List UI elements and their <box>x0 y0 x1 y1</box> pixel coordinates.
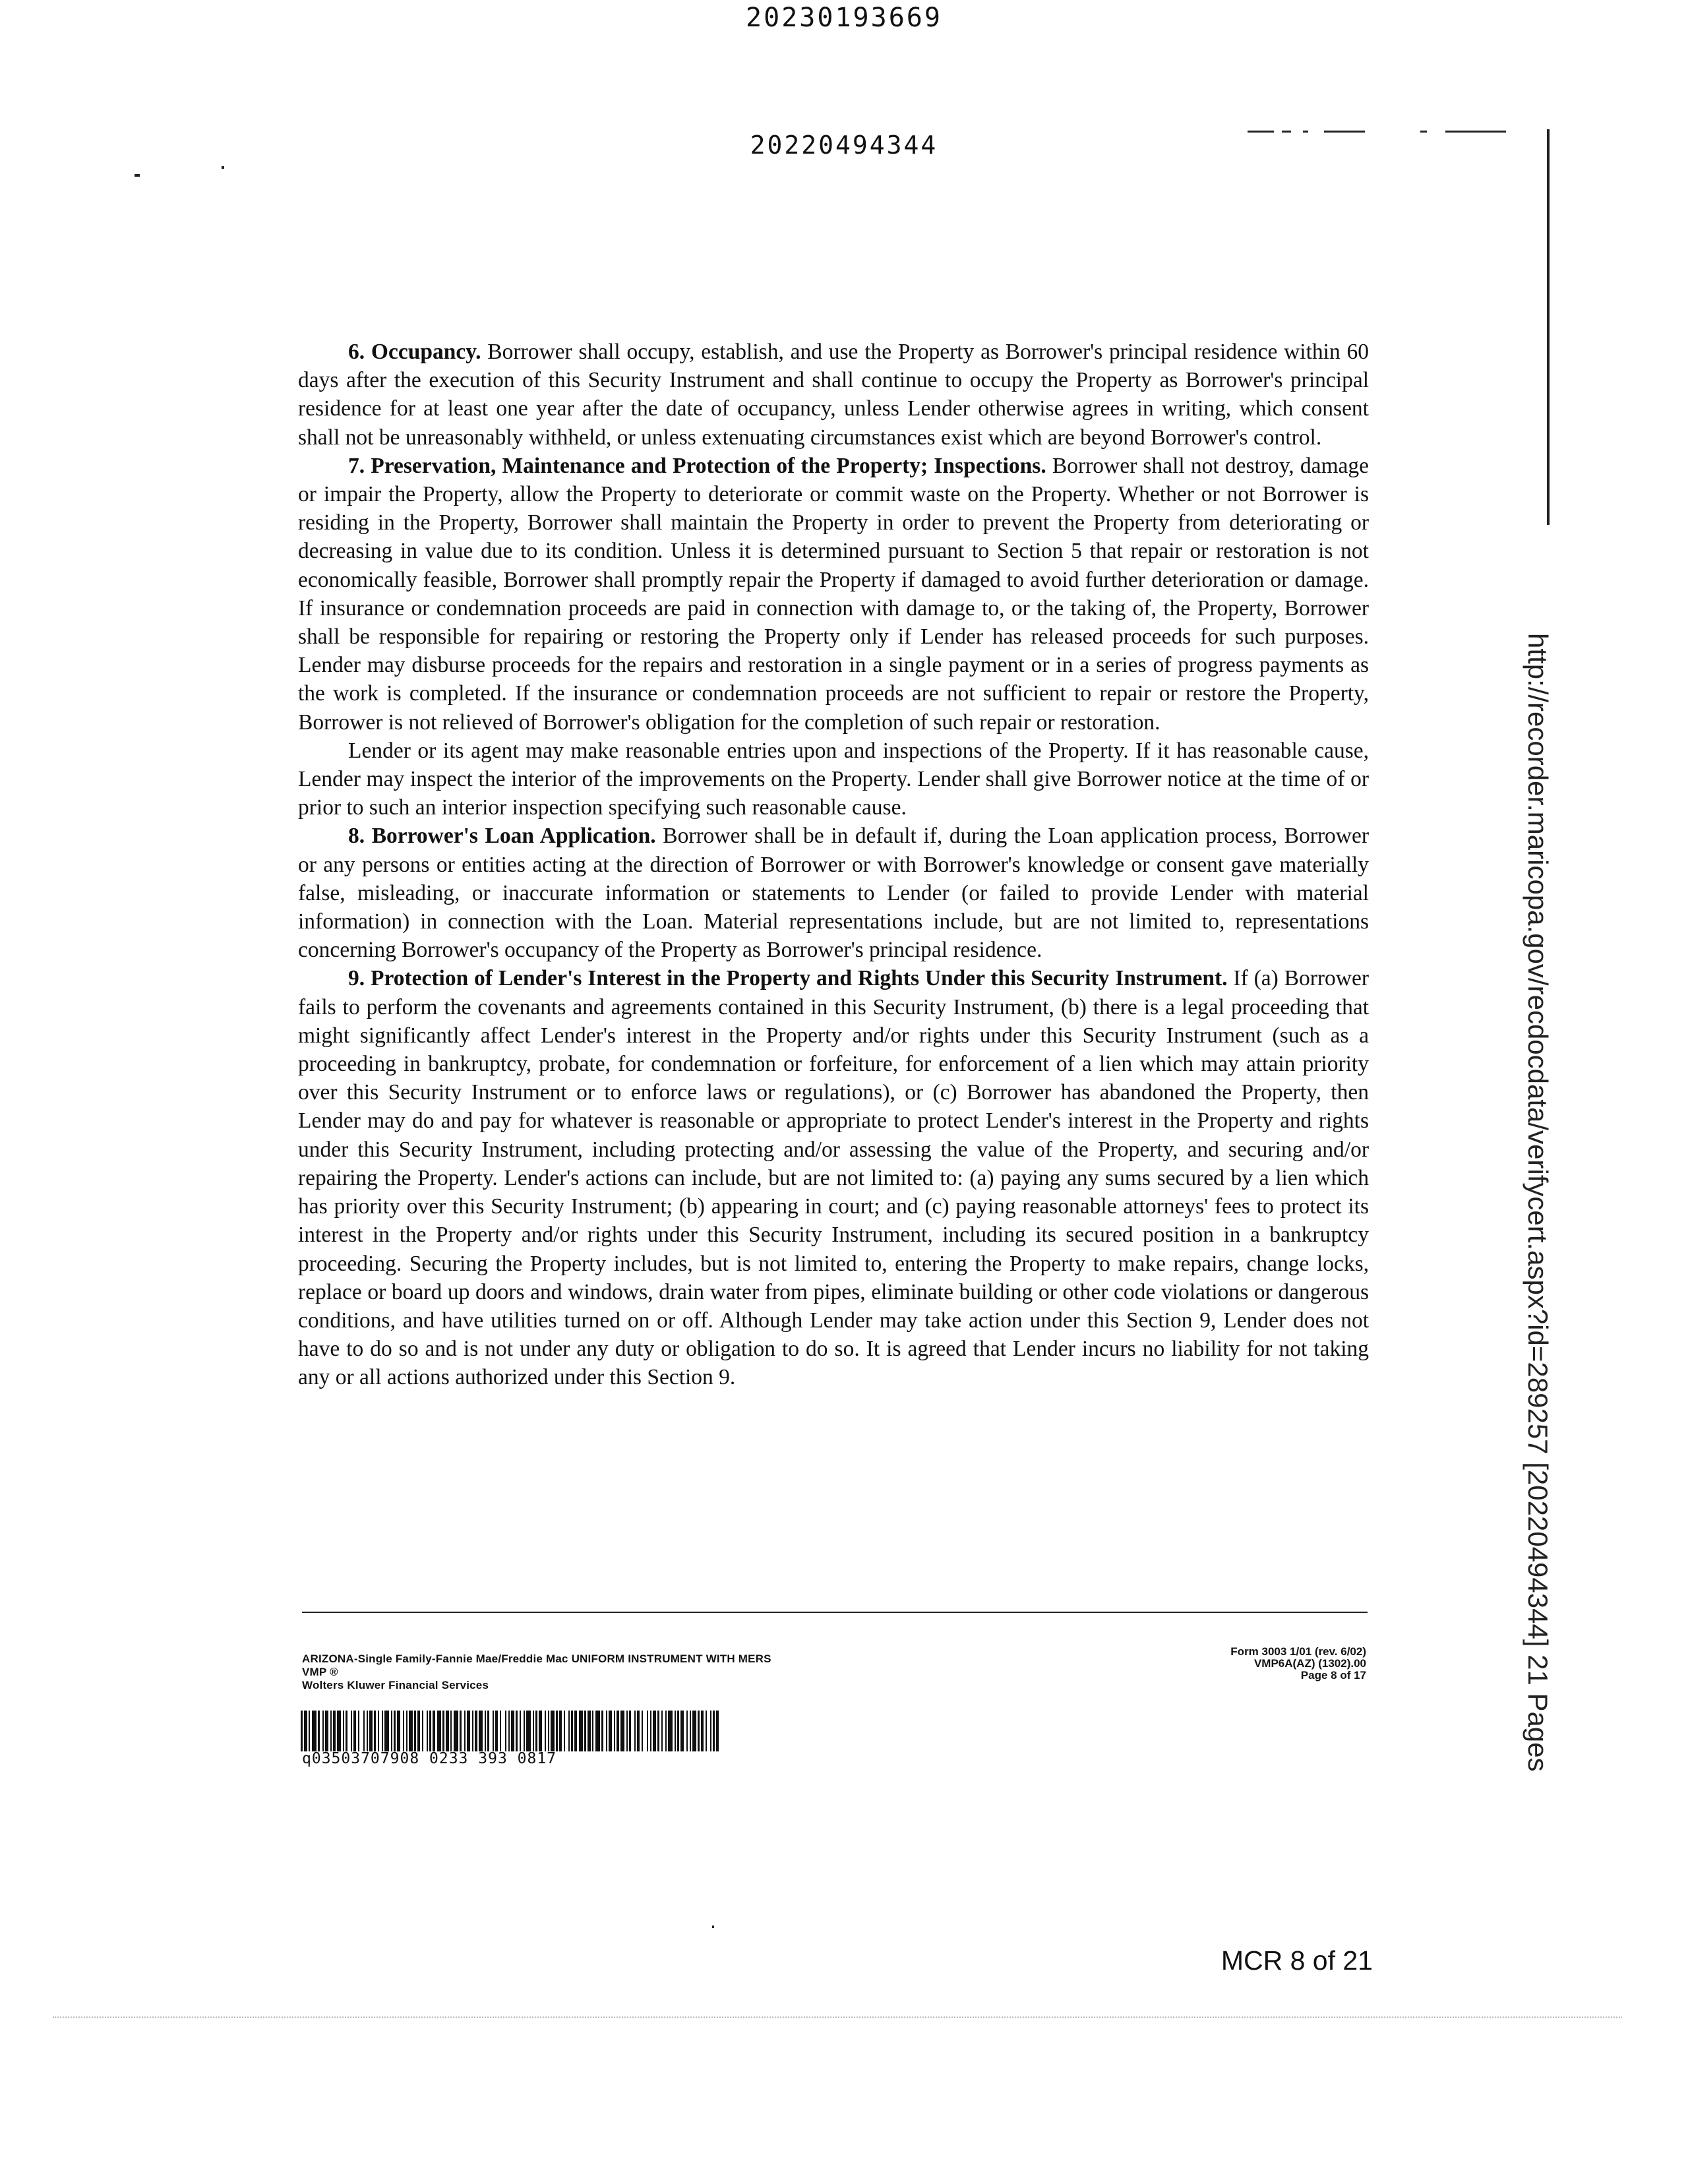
scan-mark <box>1445 131 1506 133</box>
barcode-bar <box>571 1711 573 1751</box>
barcode-bar <box>592 1711 593 1751</box>
barcode-bar <box>701 1711 704 1751</box>
barcode-bar <box>384 1711 389 1751</box>
barcode-bar <box>680 1711 684 1751</box>
barcode-bar <box>556 1711 558 1751</box>
barcode-bar <box>442 1711 444 1751</box>
barcode-bar <box>417 1711 420 1751</box>
barcode-bar <box>511 1711 514 1751</box>
barcode-bar <box>330 1711 332 1751</box>
barcode-bar <box>433 1711 435 1751</box>
barcode-bar <box>427 1711 428 1751</box>
page-counter: MCR 8 of 21 <box>1221 1945 1373 1976</box>
barcode-bar <box>706 1711 707 1751</box>
barcode-bar <box>665 1711 667 1751</box>
barcode-bar <box>601 1711 603 1751</box>
section-text: If (a) Borrower fails to perform the covenants and agreements contained in this Security Instrument, (b) there is a legal proceeding that might significantly affect Lender's interest in the Property and/or rights under this Security Instrument (such as a proceeding in bankruptcy, probate, for condemnation or forfeiture, for enforcement of a lien which may attain priority over this Security Instrument or to enforce laws or regulations), or (c) Borrower has abandoned the Property, then Lender may do and pay for whatever is reasonable or appropriate to protect Lender's interest in the Property and rights under this Security Instrument, including protecting and/or assessing the value of the Property, and securing and/or repairing the Property. Lender's actions can include, but are not limited to: (a) paying any sums secured by a lien which has priority over this Security Instrument; (b) appearing in court; and (c) paying reasonable attorneys' fees to protect its interest in the Property and/or rights under this Security Instrument, including its secured position in a bankruptcy proceeding. Securing the Property includes, but is not limited to, entering the Property to make repairs, change locks, replace or board up doors and windows, drain water from pipes, eliminate building or other code violations or dangerous conditions, and have utilities turned on or off. Although Lender may take action under this Section 9, Lender does not have to do so and is not under any duty or obligation to do so. It is agreed that Lender incurs no liability for not taking any or all actions authorized under this Section 9. <box>298 966 1370 1390</box>
barcode-number: q03503707908 0233 393 0817 <box>302 1750 557 1767</box>
section-heading: 9. Protection of Lender's Interest in the Property and Rights Under this Security Instrument. <box>348 966 1228 991</box>
recording-number-top: 20230193669 <box>746 3 942 33</box>
barcode-bar <box>620 1711 624 1751</box>
section-text: Borrower shall occupy, establish, and use the Property as Borrower's principal residence within 60 days after the execution of this Security Instrument and shall continue to occupy the Property as Borrower's principal residence for at least one year after the date of occupancy, unless Lender otherwise agrees in writing, which consent shall not be unreasonably withheld, or unless extenuating circumstances exist which are beyond Borrower's control. <box>298 340 1369 450</box>
barcode-bar <box>312 1711 316 1751</box>
barcode-bar <box>653 1711 656 1751</box>
scan-mark <box>1248 131 1274 133</box>
form-vendor-mark: VMP ® <box>302 1666 338 1678</box>
barcode-bar <box>508 1711 510 1751</box>
document-body <box>298 338 1369 1392</box>
barcode-bar <box>454 1711 458 1751</box>
barcode-bar <box>675 1711 676 1751</box>
barcode-bar <box>460 1711 462 1751</box>
barcode-bar <box>422 1711 423 1751</box>
barcode-bar <box>479 1711 483 1751</box>
barcode-bar <box>397 1711 400 1751</box>
barcode-bar <box>692 1711 696 1751</box>
barcode-bar <box>450 1711 452 1751</box>
scan-mark <box>135 174 140 177</box>
barcode-bar <box>394 1711 396 1751</box>
barcode-bar <box>322 1711 324 1751</box>
scan-mark <box>1420 131 1427 133</box>
barcode-bar <box>661 1711 663 1751</box>
form-publisher: Wolters Kluwer Financial Services <box>302 1679 489 1691</box>
barcode-bar <box>617 1711 619 1751</box>
barcode-bar <box>637 1711 640 1751</box>
barcode-bar <box>579 1711 583 1751</box>
barcode-bar <box>363 1711 365 1751</box>
barcode-bar <box>367 1711 368 1751</box>
form-page-number: Page 8 of 17 <box>1300 1669 1366 1682</box>
form-codes <box>1068 1646 1366 1682</box>
section-heading: 6. Occupancy. <box>348 340 481 364</box>
scan-mark <box>1324 131 1365 133</box>
barcode-bar <box>629 1711 631 1751</box>
section-text: Borrower shall not destroy, damage or impair the Property, allow the Property to deteriorate or commit waste on the Property. Whether or not Borrower is residing in the Property, Borrower shall maintain the Property in order to prevent the Property from deteriorating or decreasing in value due to its condition. Unless it is determined pursuant to Section 5 that repair or restoration is not economically feasible, Borrower shall promptly repair the Property if damaged to avoid further deterioration or damage. If insurance or condemnation proceeds are paid in connection with damage to, or the taking of, the Property, Borrower shall be responsible for repairing or restoring the Property only if Lender has released proceeds for such purposes. Lender may disburse proceeds for the repairs and restoration in a single payment or in a series of progress payments as the work is completed. If the insurance or condemnation proceeds are not sufficient to repair or restore the Property, Borrower is not relieved of Borrower's obligation for the completion of such repair or restoration. <box>298 453 1369 735</box>
barcode-bar <box>539 1711 542 1751</box>
barcode-bar <box>467 1711 470 1751</box>
barcode-bar <box>391 1711 392 1751</box>
barcode-bar <box>657 1711 659 1751</box>
barcode-bar <box>485 1711 486 1751</box>
recording-number-inner: 20220494344 <box>750 131 938 160</box>
barcode-bar <box>378 1711 379 1751</box>
vmp-code: VMP6A(AZ) (1302).00 <box>1253 1657 1366 1670</box>
scan-mark <box>712 1926 714 1928</box>
barcode-bar <box>475 1711 477 1751</box>
barcode-bar <box>487 1711 489 1751</box>
barcode-bar <box>526 1711 531 1751</box>
barcode-bar <box>609 1711 612 1751</box>
barcode-bar <box>595 1711 600 1751</box>
footer-rule <box>302 1612 1368 1613</box>
barcode-bar <box>698 1711 700 1751</box>
barcode-bar <box>337 1711 341 1751</box>
barcode-bar <box>677 1711 679 1751</box>
barcode-bar <box>304 1711 307 1751</box>
barcode-bar <box>588 1711 591 1751</box>
form-title: ARIZONA-Single Family-Fannie Mae/Freddie Mac UNIFORM INSTRUMENT WITH MERS <box>302 1653 771 1665</box>
barcode-bar <box>382 1711 383 1751</box>
form-number: Form 3003 1/01 (rev. 6/02) <box>1230 1645 1366 1658</box>
barcode-bar <box>650 1711 651 1751</box>
barcode-bar <box>353 1711 356 1751</box>
barcode-bar <box>568 1711 570 1751</box>
scan-mark <box>222 166 224 169</box>
barcode-bar <box>710 1711 711 1751</box>
barcode-bar <box>505 1711 506 1751</box>
section-heading: 8. Borrower's Loan Application. <box>348 824 656 849</box>
barcode-bar <box>351 1711 352 1751</box>
barcode-bar <box>626 1711 628 1751</box>
barcode-bar <box>614 1711 615 1751</box>
barcode-bar <box>325 1711 328 1751</box>
barcode-bar <box>409 1711 413 1751</box>
barcode-bar <box>472 1711 473 1751</box>
scan-mark <box>1303 131 1308 133</box>
barcode-bar <box>437 1711 441 1751</box>
section-paragraph <box>298 822 1369 964</box>
barcode-bar <box>524 1711 525 1751</box>
barcode-bar <box>516 1711 518 1751</box>
barcode-bar <box>309 1711 310 1751</box>
barcode-bar <box>358 1711 359 1751</box>
barcode-bar <box>713 1711 715 1751</box>
barcode-bar <box>403 1711 404 1751</box>
section-paragraph <box>298 338 1369 452</box>
form-identification <box>302 1653 771 1692</box>
barcode-bar <box>606 1711 607 1751</box>
barcode-bar <box>551 1711 555 1751</box>
barcode-bar <box>716 1711 719 1751</box>
barcode-bar <box>647 1711 648 1751</box>
barcode-bar <box>584 1711 586 1751</box>
barcode-bar <box>346 1711 347 1751</box>
section-text: Borrower shall be in default if, during the Loan application process, Borrower or any persons or entities acting at the direction of Borrower or with Borrower's knowledge or consent gave materially false, misleading, or inaccurate information or statements to Lender (or failed to provide Lender with material information) in connection with the Loan. Material representations include, but are not limited to, representations concerning Borrower's occupancy of the Property as Borrower's principal residence. <box>298 824 1369 963</box>
barcode-bar <box>545 1711 546 1751</box>
barcode-bar <box>429 1711 431 1751</box>
barcode-bar <box>414 1711 416 1751</box>
barcode-bar <box>548 1711 549 1751</box>
barcode-bar <box>374 1711 376 1751</box>
barcode <box>301 1711 720 1751</box>
barcode-bar <box>564 1711 565 1751</box>
barcode-bar <box>464 1711 466 1751</box>
scan-mark <box>1547 129 1550 525</box>
verification-url[interactable]: http://recorder.maricopa.gov/recdocdata/verifycert.aspx?id=289257 [20220494344] 21 Pages <box>1522 633 1553 1772</box>
barcode-bar <box>493 1711 494 1751</box>
barcode-bar <box>369 1711 373 1751</box>
barcode-bar <box>690 1711 691 1751</box>
scan-mark <box>1282 131 1291 133</box>
barcode-bar <box>333 1711 336 1751</box>
barcode-bar <box>318 1711 320 1751</box>
section-paragraph <box>298 737 1369 822</box>
barcode-bar <box>406 1711 407 1751</box>
barcode-bar <box>574 1711 577 1751</box>
barcode-bar <box>668 1711 673 1751</box>
barcode-bar <box>343 1711 344 1751</box>
barcode-bar <box>686 1711 688 1751</box>
barcode-bar <box>634 1711 636 1751</box>
barcode-bar <box>533 1711 534 1751</box>
barcode-bar <box>642 1711 643 1751</box>
section-heading: 7. Preservation, Maintenance and Protection of the Property; Inspections. <box>348 453 1046 478</box>
barcode-bar <box>446 1711 449 1751</box>
section-paragraph <box>298 964 1369 1391</box>
barcode-bar <box>301 1711 303 1751</box>
scan-edge-dots <box>53 2017 1622 2020</box>
barcode-bar <box>535 1711 537 1751</box>
barcode-bar <box>500 1711 501 1751</box>
section-paragraph <box>298 452 1369 737</box>
barcode-bar <box>520 1711 521 1751</box>
section-text: Lender or its agent may make reasonable entries upon and inspections of the Property. If it has reasonable cause, Lender may inspect the interior of the improvements on the Property. Lender shall give Borrower notice at the time of or prior to such an interior inspection specifying such reasonable cause. <box>298 738 1369 820</box>
barcode-bar <box>495 1711 498 1751</box>
barcode-bar <box>559 1711 562 1751</box>
